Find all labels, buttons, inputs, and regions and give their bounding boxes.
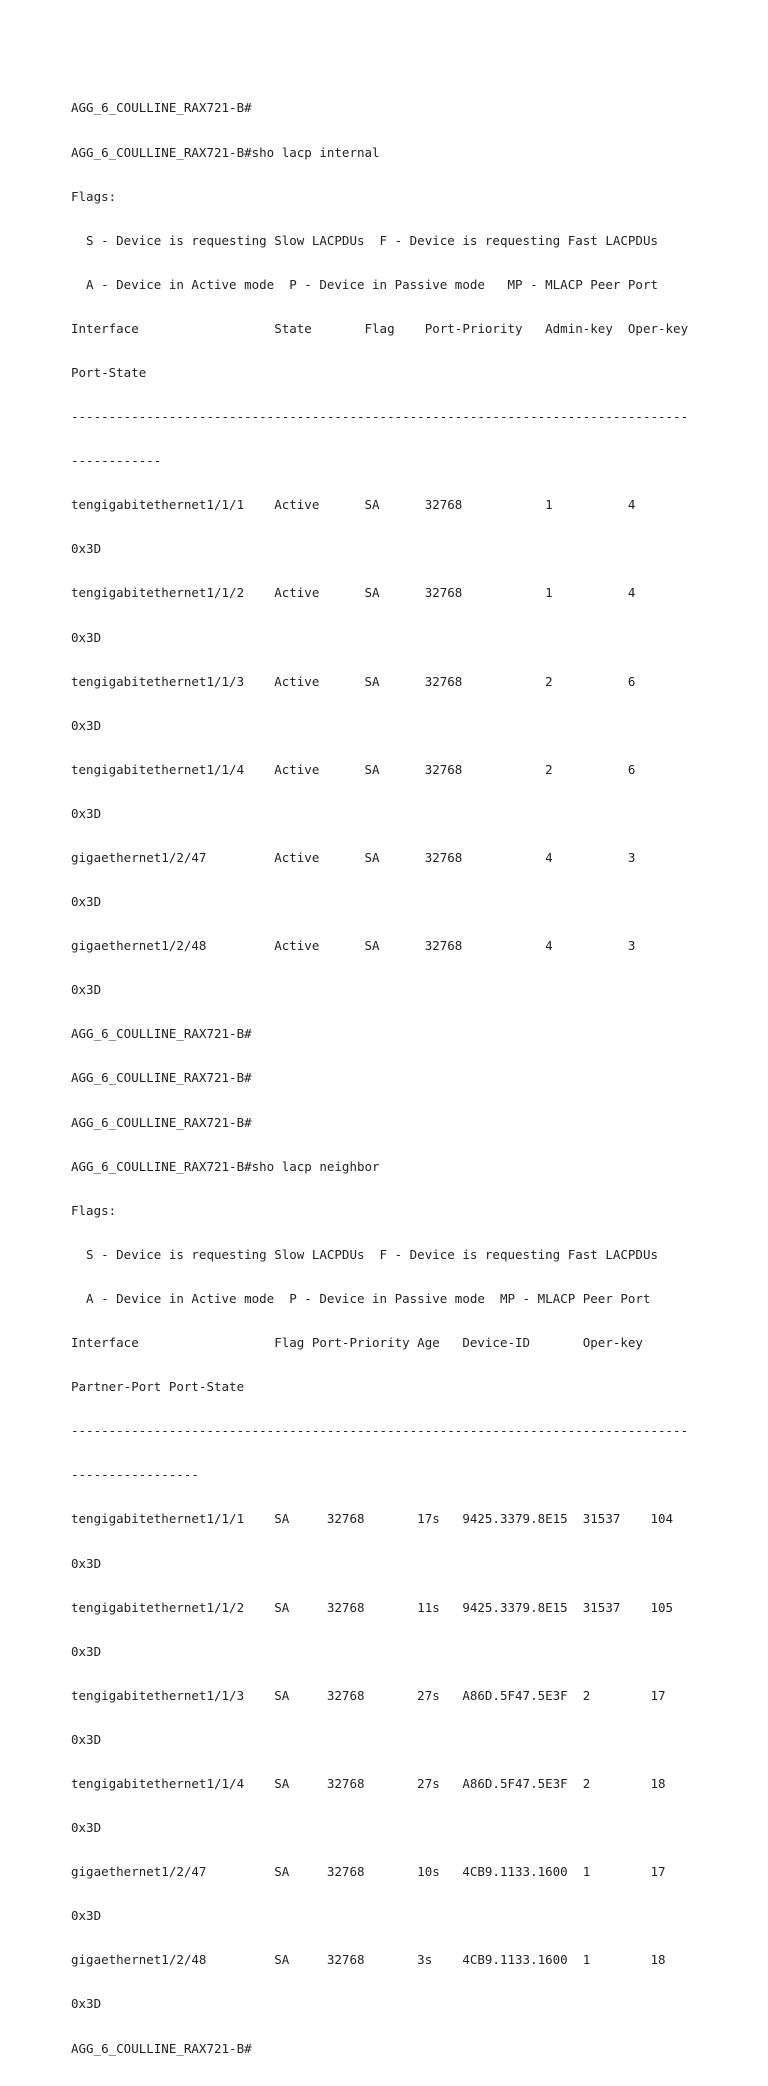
flags-line: A - Device in Active mode P - Device in Passive mode MP - MLACP Peer Port — [71, 1290, 651, 1306]
prompt-line: AGG_6_COULLINE_RAX721-B# — [71, 1070, 252, 1086]
flags-heading: Flags: — [71, 188, 117, 204]
table-header: Partner-Port Port-State — [71, 1379, 245, 1395]
separator-line: ----------------- — [71, 1467, 199, 1483]
prompt-line: AGG_6_COULLINE_RAX721-B# — [71, 1114, 252, 1130]
table-row: gigaethernet1/2/48 SA 32768 3s 4CB9.1133.1600 1 18 — [71, 1952, 666, 1968]
table-row: tengigabitethernet1/1/1 Active SA 32768 1 4 — [71, 497, 636, 513]
table-row: gigaethernet1/2/48 Active SA 32768 4 3 — [71, 938, 636, 954]
flags-line: A - Device in Active mode P - Device in Passive mode MP - MLACP Peer Port — [71, 276, 658, 292]
table-row: 0x3D — [71, 805, 102, 821]
table-header: Interface State Flag Port-Priority Admin-key Oper-key — [71, 320, 689, 336]
table-row: 0x3D — [71, 1908, 102, 1924]
cli-output — [71, 72, 761, 2086]
table-row: gigaethernet1/2/47 SA 32768 10s 4CB9.1133.1600 1 17 — [71, 1864, 666, 1880]
table-row: tengigabitethernet1/1/2 Active SA 32768 1 4 — [71, 585, 636, 601]
table-row: 0x3D — [71, 894, 102, 910]
flags-heading: Flags: — [71, 1202, 117, 1218]
table-row: tengigabitethernet1/1/3 Active SA 32768 2 6 — [71, 673, 636, 689]
table-row: gigaethernet1/2/47 Active SA 32768 4 3 — [71, 850, 636, 865]
table-row: tengigabitethernet1/1/2 SA 32768 11s 9425.3379.8E15 31537 105 — [71, 1599, 674, 1615]
separator-line: ------------ — [71, 453, 162, 469]
table-row: 0x3D — [71, 1643, 102, 1659]
prompt-line: AGG_6_COULLINE_RAX721-B# — [71, 100, 252, 116]
command-line: AGG_6_COULLINE_RAX721-B#sho lacp internal — [71, 144, 380, 160]
table-row: tengigabitethernet1/1/4 SA 32768 27s A86D.5F47.5E3F 2 18 — [71, 1775, 666, 1791]
table-row: 0x3D — [71, 541, 102, 557]
table-row: 0x3D — [71, 982, 102, 998]
table-row: 0x3D — [71, 1555, 102, 1571]
table-header: Port-State — [71, 364, 147, 380]
separator-line: ---------------------------------------------------------------------------------- — [71, 1423, 689, 1439]
table-row: 0x3D — [71, 629, 102, 645]
table-row: 0x3D — [71, 1996, 102, 2012]
table-row: tengigabitethernet1/1/1 SA 32768 17s 9425.3379.8E15 31537 104 — [71, 1511, 674, 1527]
separator-line: ---------------------------------------------------------------------------------- — [71, 409, 689, 425]
prompt-line: AGG_6_COULLINE_RAX721-B# — [71, 1026, 252, 1042]
command-line: AGG_6_COULLINE_RAX721-B#sho lacp neighbor — [71, 1158, 380, 1174]
table-row: 0x3D — [71, 1731, 102, 1747]
table-row: 0x3D — [71, 1820, 102, 1836]
table-header: Interface Flag Port-Priority Age Device-ID Oper-key — [71, 1335, 643, 1351]
table-row: tengigabitethernet1/1/3 SA 32768 27s A86D.5F47.5E3F 2 17 — [71, 1687, 666, 1703]
table-row: tengigabitethernet1/1/4 Active SA 32768 2 6 — [71, 761, 636, 777]
flags-line: S - Device is requesting Slow LACPDUs F - Device is requesting Fast LACPDUs — [71, 1246, 658, 1262]
prompt-line: AGG_6_COULLINE_RAX721-B# — [71, 2040, 252, 2056]
table-row: 0x3D — [71, 717, 102, 733]
flags-line: S - Device is requesting Slow LACPDUs F - Device is requesting Fast LACPDUs — [71, 232, 658, 248]
